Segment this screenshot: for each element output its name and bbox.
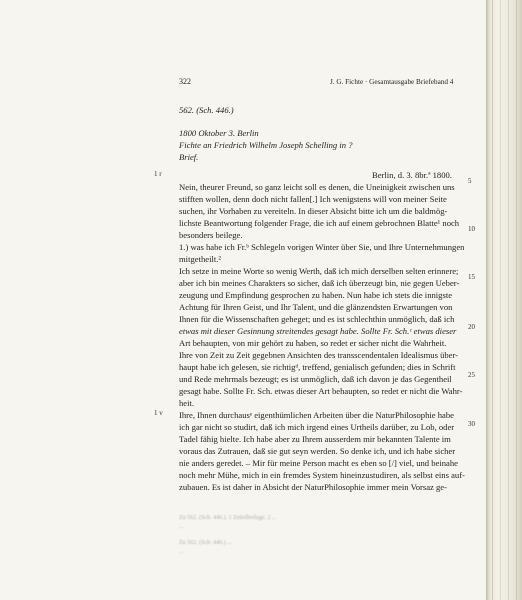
footnote-line: ... — [179, 549, 184, 555]
body-line: heit. — [179, 398, 195, 408]
body-line: mitgetheilt.² — [179, 254, 221, 264]
body-line: Nein, theurer Freund, so ganz leicht soll es denen, die Uneinigkeit zwischen uns — [179, 182, 455, 192]
margin-mark-folio: 1 v — [154, 409, 163, 417]
letter-type: Brief. — [179, 152, 199, 162]
body-line: zeugung und Empfindung gesprochen zu haben. Nun habe ich stets die innigste — [179, 290, 453, 300]
body-line: zubauen. Es ist daher in Absicht der NaturPhilosophie immer mein Vorsaz ge- — [179, 482, 447, 492]
body-line: stifften wollen, denn doch nicht fallen[.] Ich wenigstens will von meiner Seite — [179, 194, 447, 204]
line-number: 15 — [468, 273, 475, 281]
running-title: J. G. Fichte · Gesamtausgabe Briefeband 4 — [330, 78, 454, 86]
body-line: Tadel fähig hielte. Ich habe aber zu Ihrem ausserdem mir bekannten Talente im — [179, 434, 451, 444]
body-line: Ich setze in meine Worte so wenig Werth, daß ich mich derselben selten erinnere; — [179, 266, 459, 276]
body-line: und Rede mehrmals bezeugt; es ist unmöglich, daß ich davon je das Gegentheil — [179, 374, 452, 384]
line-number: 10 — [468, 225, 475, 233]
body-line: noch mehr Mühe, mich in ein fremdes System hineinzustudiren, als selbst eins auf- — [179, 470, 465, 480]
body-line: Ihre von Zeit zu Zeit gegebnen Ansichten des transscendentalen Idealismus über- — [179, 350, 459, 360]
page-number: 322 — [179, 77, 191, 86]
body-line: suchen, ihr Vorhaben zu vereiteln. In dieser Absicht bitte ich um die baldmög- — [179, 206, 448, 216]
footnote-line: Zu 562. (Sch. 446.) ... — [179, 540, 232, 546]
book-spine — [486, 0, 522, 600]
body-line: haupt habe ich gelesen, sie richtigᵈ, treffend, genialisch gefunden; dies in Schrift — [179, 362, 456, 372]
body-line: ich gar nicht so studirt, daß ich mich irgend eines Urtheils darüber, zu Lob, oder — [179, 422, 455, 432]
body-line: Ihre, Ihnen durchausᵉ eigenthümlichen Arbeiten über die NaturPhilosophie habe — [179, 410, 454, 420]
letter-date-place: 1800 Oktober 3. Berlin — [179, 128, 259, 138]
letter-number: 562. (Sch. 446.) — [179, 105, 234, 115]
line-number: 30 — [468, 420, 475, 428]
body-line: gesagt habe. Sollte Fr. Sch. etwas dieser Art behaupten, so redet er nicht die Wahr- — [179, 386, 463, 396]
letter-dateline: Berlin, d. 3. 8br.ª 1800. — [372, 170, 452, 180]
body-line: besonders beilege. — [179, 230, 243, 240]
body-line: Art behaupten, von mir gehört zu haben, so redet er sicher nicht die Wahrheit. — [179, 338, 447, 348]
body-line: voraus das Zutrauen, daß sie gut seyn werden. So denke ich, und ich habe sicher — [179, 446, 456, 456]
body-line: aber ich bin meines Charakters so sicher, daß ich überzeugt bin, nie gegen Ueber- — [179, 278, 460, 288]
line-number: 5 — [468, 177, 472, 185]
body-line: lichste Beantwortung folgender Frage, die ich auf einem gebrochnen Blatte¹ noch — [179, 218, 460, 228]
body-line: etwas mit dieser Gesinnung streitendes gesagt habe. Sollte Fr. Sch.ᶜ etwas dieser — [179, 326, 457, 336]
line-number: 25 — [468, 371, 475, 379]
line-number: 20 — [468, 323, 475, 331]
footnote-line: Zu 562. (Sch. 446.). 1 Zettelbeilage. 2 ... — [179, 515, 277, 521]
body-line: nie anders geredet. – Mir für meine Person macht es eben so [/] viel, und beinahe — [179, 458, 458, 468]
body-line: Achtung für Ihren Geist, und Ihr Talent, und die glänzendsten Erwartungen von — [179, 302, 453, 312]
body-line: 1.) was habe ich Fr.ᵇ Schlegeln vorigen Winter über Sie, und Ihre Unternehmungen — [179, 242, 465, 252]
footnote-line: ... — [179, 524, 184, 530]
margin-mark-folio: 1 r — [154, 170, 162, 178]
body-line: Ihnen für die Wissenschaften geheget; und es ist schlechthin unmöglich, daß ich — [179, 314, 455, 324]
letter-addressee: Fichte an Friedrich Wilhelm Joseph Schelling in ? — [179, 140, 353, 150]
